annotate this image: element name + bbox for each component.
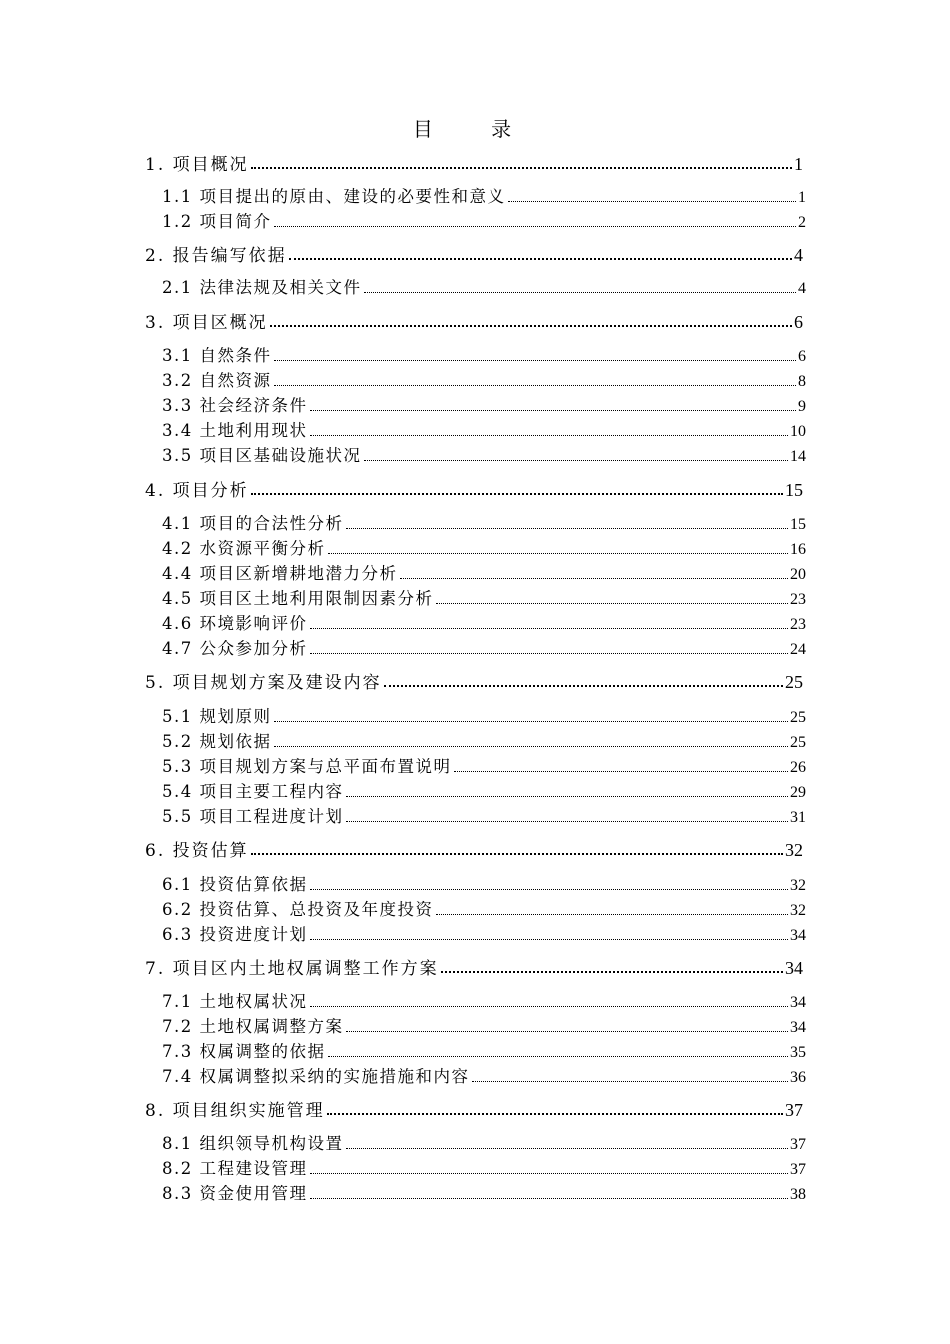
toc-section-entry[interactable]: [162, 728, 806, 752]
toc-chapter-entry[interactable]: [145, 241, 803, 266]
toc-section-entry[interactable]: [162, 610, 806, 634]
toc-page-number: 26: [790, 759, 806, 776]
toc-page-number: 34: [785, 958, 803, 978]
toc-page-number: 14: [790, 448, 806, 465]
toc-page-number: 10: [790, 423, 806, 440]
toc-entry-label: 5.5 项目工程进度计划: [162, 807, 344, 826]
toc-page-number: 9: [798, 398, 806, 415]
toc-entry-label: 8. 项目组织实施管理: [145, 1101, 325, 1121]
toc-entry-label: 4.6 环境影响评价: [162, 614, 308, 633]
toc-section-entry[interactable]: [162, 1013, 806, 1037]
toc-dot-leader: [441, 954, 783, 979]
toc-dot-leader: [384, 668, 783, 693]
toc-entry-label: 1.2 项目简介: [162, 212, 272, 231]
toc-page-number: 15: [785, 480, 803, 500]
toc-page-number: 37: [790, 1161, 806, 1178]
toc-page-number: 25: [790, 709, 806, 726]
toc-entry-label: 2. 报告编写依据: [145, 246, 287, 266]
toc-section-entry[interactable]: [162, 442, 806, 466]
toc-page-number: 15: [790, 516, 806, 533]
toc-chapter-entry[interactable]: [145, 476, 803, 501]
toc-page-number: 35: [790, 1044, 806, 1061]
toc-section-entry[interactable]: [162, 921, 806, 945]
toc-section-entry[interactable]: [162, 988, 806, 1012]
toc-entry-label: 5. 项目规划方案及建设内容: [145, 673, 382, 693]
toc-dot-leader: [346, 778, 789, 802]
toc-page-number: 36: [790, 1069, 806, 1086]
toc-page-number: 34: [790, 994, 806, 1011]
toc-entry-label: 7.1 土地权属状况: [162, 992, 308, 1011]
toc-section-entry[interactable]: [162, 635, 806, 659]
toc-entry-label: 3.2 自然资源: [162, 371, 272, 390]
toc-page-number: 2: [798, 214, 806, 231]
toc-page-number: 38: [790, 1186, 806, 1203]
toc-entry-label: 8.2 工程建设管理: [162, 1159, 308, 1178]
toc-section-entry[interactable]: [162, 585, 806, 609]
toc-dot-leader: [328, 535, 789, 559]
toc-dot-leader: [454, 753, 789, 777]
toc-section-entry[interactable]: [162, 1155, 806, 1179]
toc-entry-label: 3.4 土地利用现状: [162, 421, 308, 440]
toc-page-number: 23: [790, 616, 806, 633]
toc-page-number: 32: [785, 840, 803, 860]
toc-dot-leader: [270, 308, 792, 333]
toc-entry-label: 6. 投资估算: [145, 841, 249, 861]
toc-dot-leader: [289, 241, 792, 266]
toc-section-entry[interactable]: [162, 417, 806, 441]
toc-entry-label: 6.1 投资估算依据: [162, 875, 308, 894]
toc-dot-leader: [400, 560, 789, 584]
toc-entry-label: 2.1 法律法规及相关文件: [162, 278, 362, 297]
toc-section-entry[interactable]: [162, 535, 806, 559]
toc-entry-label: 4. 项目分析: [145, 481, 249, 501]
toc-section-entry[interactable]: [162, 896, 806, 920]
toc-entry-label: 4.4 项目区新增耕地潜力分析: [162, 564, 398, 583]
toc-dot-leader: [310, 392, 797, 416]
toc-entry-label: 3.1 自然条件: [162, 346, 272, 365]
toc-section-entry[interactable]: [162, 703, 806, 727]
toc-dot-leader: [436, 585, 789, 609]
toc-entry-label: 3.3 社会经济条件: [162, 396, 308, 415]
toc-entry-label: 8.3 资金使用管理: [162, 1184, 308, 1203]
toc-dot-leader: [327, 1096, 783, 1121]
toc-dot-leader: [310, 1180, 789, 1204]
toc-entry-label: 7.3 权属调整的依据: [162, 1042, 326, 1061]
toc-entry-label: 4.7 公众参加分析: [162, 639, 308, 658]
toc-title: 目 录: [412, 117, 538, 141]
toc-page-number: 25: [790, 734, 806, 751]
toc-page-number: 1: [798, 189, 806, 206]
toc-section-entry[interactable]: [162, 342, 806, 366]
toc-dot-leader: [436, 896, 789, 920]
toc-section-entry[interactable]: [162, 510, 806, 534]
toc-entry-label: 5.3 项目规划方案与总平面布置说明: [162, 757, 452, 776]
toc-page-number: 32: [790, 877, 806, 894]
toc-page-number: 8: [798, 373, 806, 390]
toc-section-entry[interactable]: [162, 778, 806, 802]
toc-entry-label: 7. 项目区内土地权属调整工作方案: [145, 959, 439, 979]
toc-dot-leader: [364, 442, 789, 466]
toc-entry-label: 4.1 项目的合法性分析: [162, 514, 344, 533]
toc-page-number: 6: [794, 312, 803, 332]
toc-entry-label: 7.2 土地权属调整方案: [162, 1017, 344, 1036]
toc-page-number: 24: [790, 641, 806, 658]
toc-chapter-entry[interactable]: [145, 1096, 803, 1121]
toc-section-entry[interactable]: [162, 803, 806, 827]
toc-dot-leader: [274, 703, 789, 727]
toc-section-entry[interactable]: [162, 753, 806, 777]
toc-dot-leader: [251, 476, 783, 501]
toc-page-number: 6: [798, 348, 806, 365]
toc-section-entry[interactable]: [162, 392, 806, 416]
toc-entry-label: 5.1 规划原则: [162, 707, 272, 726]
toc-entry-label: 5.4 项目主要工程内容: [162, 782, 344, 801]
toc-page-number: 4: [794, 245, 803, 265]
toc-section-entry[interactable]: [162, 1038, 806, 1062]
toc-chapter-entry[interactable]: [145, 668, 803, 693]
toc-dot-leader: [310, 610, 789, 634]
toc-section-entry[interactable]: [162, 367, 806, 391]
toc-entry-label: 4.2 水资源平衡分析: [162, 539, 326, 558]
toc-dot-leader: [508, 183, 797, 207]
toc-section-entry[interactable]: [162, 1063, 806, 1087]
toc-page-number: 31: [790, 809, 806, 826]
toc-dot-leader: [310, 921, 789, 945]
toc-entry-label: 1.1 项目提出的原由、建设的必要性和意义: [162, 187, 506, 206]
toc-dot-leader: [310, 871, 789, 895]
toc-page-number: 1: [794, 154, 803, 174]
toc-page-number: 32: [790, 902, 806, 919]
toc-entry-label: 6.3 投资进度计划: [162, 925, 308, 944]
toc-dot-leader: [346, 1130, 789, 1154]
toc-chapter-entry[interactable]: [145, 836, 803, 861]
toc-dot-leader: [472, 1063, 789, 1087]
toc-section-entry[interactable]: [162, 274, 806, 298]
toc-dot-leader: [274, 367, 797, 391]
toc-chapter-entry[interactable]: [145, 308, 803, 333]
toc-dot-leader: [251, 150, 792, 175]
toc-entry-label: 6.2 投资估算、总投资及年度投资: [162, 900, 434, 919]
toc-dot-leader: [310, 417, 789, 441]
toc-page-number: 20: [790, 566, 806, 583]
toc-entry-label: 3.5 项目区基础设施状况: [162, 446, 362, 465]
toc-dot-leader: [310, 635, 789, 659]
toc-dot-leader: [251, 836, 783, 861]
toc-section-entry[interactable]: [162, 560, 806, 584]
toc-page-number: 34: [790, 1019, 806, 1036]
toc-page-number: 25: [785, 672, 803, 692]
toc-page-number: 4: [798, 280, 806, 297]
toc-dot-leader: [274, 728, 789, 752]
toc-entry-label: 1. 项目概况: [145, 155, 249, 175]
toc-dot-leader: [364, 274, 797, 298]
toc-entry-label: 5.2 规划依据: [162, 732, 272, 751]
toc-dot-leader: [346, 510, 789, 534]
toc-section-entry[interactable]: [162, 1180, 806, 1204]
toc-entry-label: 8.1 组织领导机构设置: [162, 1134, 344, 1153]
toc-entry-label: 7.4 权属调整拟采纳的实施措施和内容: [162, 1067, 470, 1086]
toc-dot-leader: [310, 1155, 789, 1179]
toc-page-number: 37: [785, 1100, 803, 1120]
toc-chapter-entry[interactable]: [145, 150, 803, 175]
toc-dot-leader: [274, 342, 797, 366]
toc-section-entry[interactable]: [162, 208, 806, 232]
toc-page-number: 29: [790, 784, 806, 801]
toc-page-number: 37: [790, 1136, 806, 1153]
toc-dot-leader: [328, 1038, 789, 1062]
toc-dot-leader: [346, 803, 789, 827]
toc-dot-leader: [346, 1013, 789, 1037]
toc-section-entry[interactable]: [162, 871, 806, 895]
toc-entry-label: 3. 项目区概况: [145, 313, 268, 333]
toc-chapter-entry[interactable]: [145, 954, 803, 979]
toc-page-number: 34: [790, 927, 806, 944]
toc-section-entry[interactable]: [162, 1130, 806, 1154]
toc-section-entry[interactable]: [162, 183, 806, 207]
toc-dot-leader: [274, 208, 797, 232]
toc-dot-leader: [310, 988, 789, 1012]
toc-page-number: 16: [790, 541, 806, 558]
toc-entry-label: 4.5 项目区土地利用限制因素分析: [162, 589, 434, 608]
toc-page-number: 23: [790, 591, 806, 608]
